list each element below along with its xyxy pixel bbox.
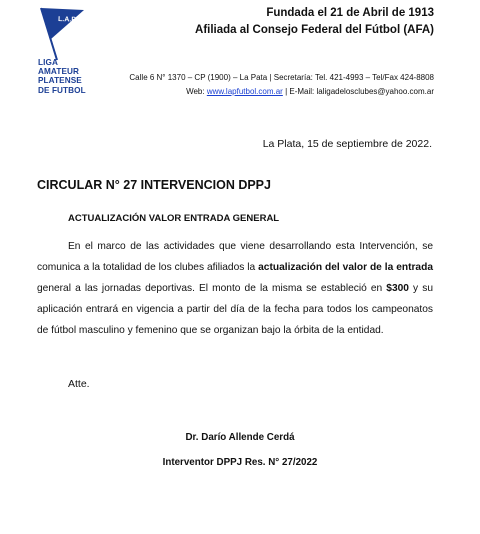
signature-role: Interventor DPPJ Res. N° 27/2022 bbox=[162, 457, 318, 468]
body-bold-1: actualización del valor de la entrada bbox=[258, 262, 433, 273]
logo-line-3: PLATENSE bbox=[38, 76, 82, 85]
logo-line-2: AMATEUR bbox=[38, 67, 80, 76]
logo-line-1: LIGA bbox=[38, 58, 58, 67]
affiliation-line: Afiliada al Consejo Federal del Fútbol (AFA) bbox=[195, 24, 434, 36]
circular-subtitle: ACTUALIZACIÓN VALOR ENTRADA GENERAL bbox=[68, 213, 280, 224]
flag-icon bbox=[38, 6, 98, 66]
body-text-1: En el marco de las actividades que viene desarrollando esta Intervención, se comunica a la totalidad de los clubes afiliados la bbox=[37, 241, 433, 273]
web-label: Web: bbox=[186, 87, 207, 96]
logo-line-4: DE FUTBOL bbox=[38, 86, 86, 95]
body-text-3: y su aplicación entrará en vigencia a partir del día de la fecha para todos los campeonatos de fútbol masculino y femenino que se organizan bajo la órbita de la entidad. bbox=[37, 283, 433, 336]
address-line: Calle 6 N° 1370 – CP (1900) – La Pata | Secretaría: Tel. 421-4993 – Tel/Fax 424-8808 bbox=[129, 73, 434, 82]
body-text-2: general a las jornadas deportivas. El monto de la misma se estableció en bbox=[37, 283, 387, 294]
closing: Atte. bbox=[68, 378, 90, 390]
founded-line: Fundada el 21 de Abril de 1913 bbox=[266, 7, 434, 19]
league-logo bbox=[38, 6, 98, 98]
body-bold-price: $300 bbox=[386, 283, 409, 294]
contact-line bbox=[186, 87, 434, 96]
email-text: | E-Mail: laligadelosclubes@yahoo.com.ar bbox=[282, 87, 434, 96]
signature-name: Dr. Darío Allende Cerdá bbox=[185, 432, 295, 443]
circular-title: CIRCULAR N° 27 INTERVENCION DPPJ bbox=[37, 178, 271, 192]
circular-body bbox=[37, 236, 433, 341]
document-date: La Plata, 15 de septiembre de 2022. bbox=[262, 138, 432, 150]
web-link[interactable]: www.lapfutbol.com.ar bbox=[206, 87, 283, 96]
flag-text: L.A.P. bbox=[57, 16, 78, 24]
